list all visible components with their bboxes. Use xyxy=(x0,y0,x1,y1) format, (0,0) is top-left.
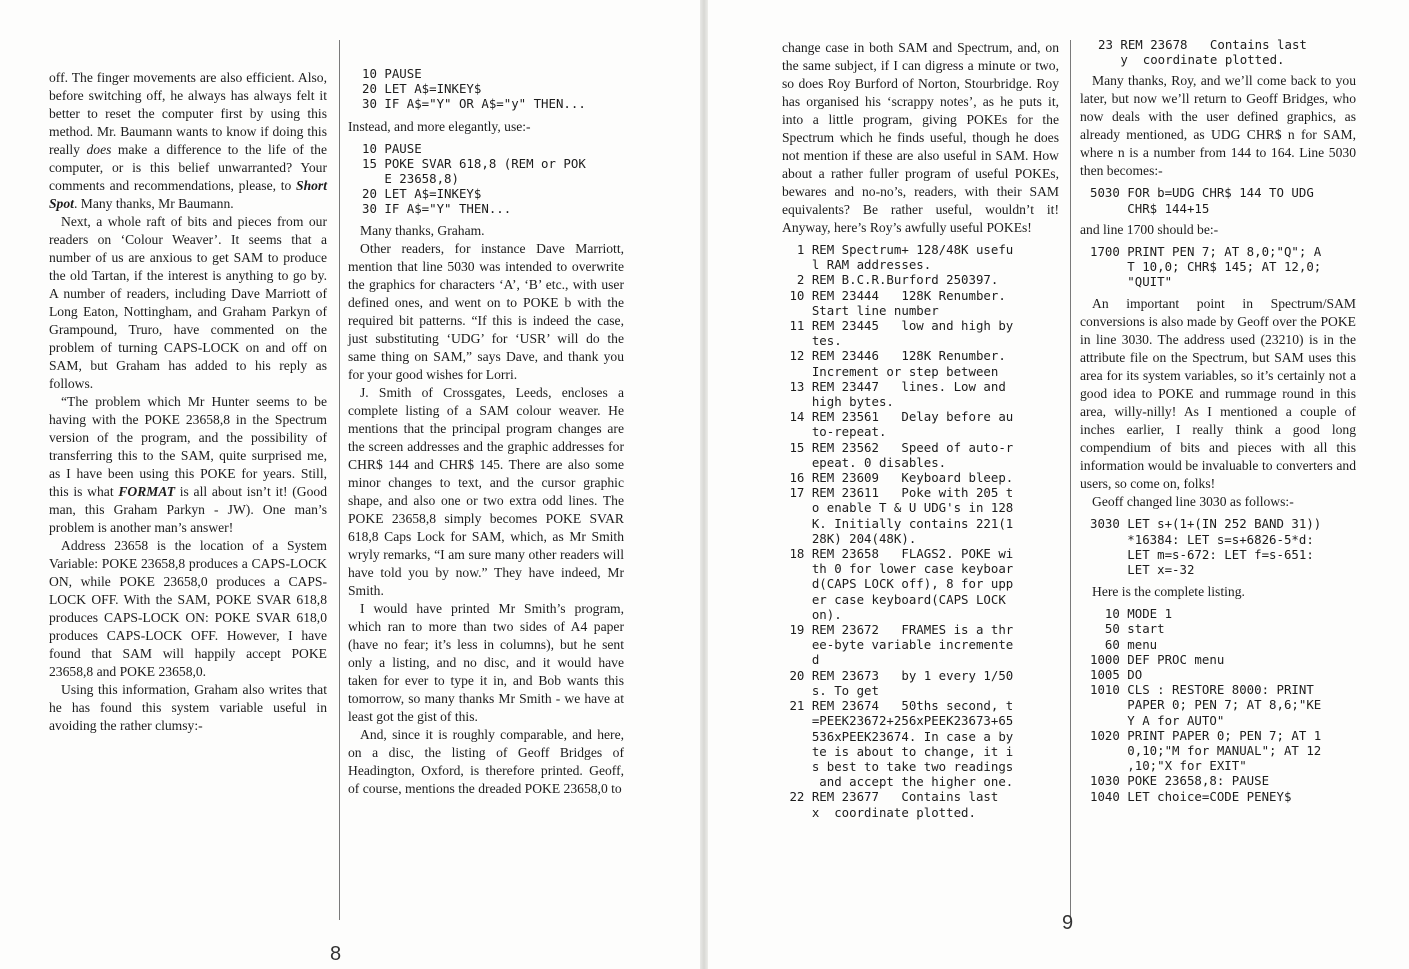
code-listing: 10 PAUSE 15 POKE SVAR 618,8 (REM or POK E 23658,8) 20 LET A$=INKEY$ 30 IF A$="Y" THEN... xyxy=(362,140,586,217)
left-column-1 xyxy=(49,69,327,735)
paragraph: I would have printed Mr Smith’s program, which ran to more than two sides of A4 paper (have no fear; it’s less in columns), but he sent only a listing, and no disc, and it would have taken for ever to type it in, and Bob wants this tomorrow, so many thanks Mr Smith - we have at least got the gist of this. xyxy=(348,600,624,724)
paragraph: Many thanks, Roy, and we’ll come back to you later, but now we’ll return to Geoff Bridges, who now deals with the user defined graphics, as already mentioned, as UDG CHR$ n for SAM, where n is a number from 144 to 164. Line 5030 then becomes:- xyxy=(1080,73,1356,179)
page-number: 8 xyxy=(330,943,342,965)
code-listing: 3030 LET s+(1+(IN 252 BAND 31)) *16384: LET s=s+6826-5*d: LET m=s-672: LET f=s-651: LET x=-32 xyxy=(1090,516,1322,578)
paragraph: Geoff changed line 3030 as follows:- xyxy=(1092,494,1294,510)
paragraph: and line 1700 should be:- xyxy=(1080,221,1219,237)
left-column-2 xyxy=(348,66,624,798)
right-column-2 xyxy=(1080,37,1356,804)
paragraph: change case in both SAM and Spectrum, and, on the same subject, if I can digress a minute or two, so does Roy Burford of Norton, Stourbridge. Roy has organised his ‘scrappy notes’, as he puts it, into a little program, giving POKEs for the Spectrum which he finds useful, though he does not mention if these are also useful in SAM. How about a rather fuller program of useful POKEs, bewares and no-no’s, readers, with their SAM equivalents? Be rather useful, wouldn’t it! Anyway, here’s Roy’s awfully useful POKEs! xyxy=(782,40,1059,235)
paragraph: Using this information, Graham also writes that he has found this system variable useful in avoiding the rather clumsy:- xyxy=(49,682,327,733)
paragraph: An important point in Spectrum/SAM conversions is also made by Geoff over the POKE in line 3030. The address used (23210) is in the attribute file on the Spectrum, but SAM uses this area for its system variables, so it’s certainly not a good idea to POKE and rummage round in this area, willy-nilly! As I mentioned a couple of inches earlier, I really think a good long compendium of bits and pieces with all this information would be invaluable to converters and users, so come on, folks! xyxy=(1080,296,1356,492)
code-listing: 1700 PRINT PEN 7; AT 8,0;"Q"; A T 10,0; CHR$ 145; AT 12,0; "QUIT" xyxy=(1090,243,1322,290)
paragraph: Other readers, for instance Dave Marriott, mention that line 5030 was intended to overwrite the graphics for characters ‘A’, ‘B’ etc., with user defined ones, and went on to POKE b with the required bit patterns. “If this is indeed the case, just substituting ‘UDG’ for ‘USR’ will do the same thing on SAM,” says Dave, and thank you for your good wishes for Lorri. xyxy=(348,240,624,382)
page-number: 9 xyxy=(1062,912,1074,934)
paragraph: Here is the complete listing. xyxy=(1092,584,1245,600)
paragraph: Next, a whole raft of bits and pieces from our readers on ‘Colour Weaver’. It seems that a number of us are anxious to get SAM to produce the old Tartan, if the interest is anything to go by. A number of readers, including Dave Marriott of Long Eaton, Nottingham, and Graham Parkyn of Grampound, Truro, have commented on the problem of turning CAPS-LOCK on and off on SAM, but Graham has added to his reply as follows. xyxy=(49,214,327,391)
right-page xyxy=(708,0,1409,969)
paragraph: Instead, and more elegantly, use:- xyxy=(348,118,531,134)
paragraph: “The problem which Mr Hunter seems to be having with the POKE 23658,8 in the Spectrum version of the program, and the possibility of transferring this to the SAM, quite surprised me, as I have been using this POKE for years. Still, this is what FORMAT is all about isn’t it! (Good man, this Graham Parkyn - JW). One man’s problem is another man’s answer! xyxy=(49,394,328,535)
code-listing: 10 PAUSE 20 LET A$=INKEY$ 30 IF A$="Y" OR A$="y" THEN... xyxy=(362,66,586,112)
code-listing: 5030 FOR b=UDG CHR$ 144 TO UDG CHR$ 144+15 xyxy=(1090,185,1314,216)
code-listing: 23 REM 23678 Contains last y coordinate plotted. xyxy=(1098,37,1307,68)
code-listing: 10 MODE 1 50 start 60 menu 1000 DEF PROC menu 1005 DO 1010 CLS : RESTORE 8000: PRINT PAPER 0; PEN 7; AT 8,6;"KE Y A for AUTO" 1020 PRINT PAPER 0; PEN 7; AT 1 0,10;"M for MANUAL"; AT 12 ,10;"X for EXIT" 1030 POKE 23658,8: PAUSE 1040 LET choice=CODE PENEY$ xyxy=(1090,606,1322,804)
spine-gutter xyxy=(700,0,708,969)
column-divider xyxy=(1070,40,1071,920)
paragraph: off. The finger movements are also efficient. Also, before switching off, he always has always felt it better to reset the computer first by using this method. Mr. Baumann wants to know if doing this really does make a difference to the life of the computer, or is this belief unwarranted? Your comments and recommendations, please, to Short Spot. Many thanks, Mr Baumann. xyxy=(49,70,328,211)
paragraph: And, since it is roughly comparable, and here, on a disc, the listing of Geoff Bridges of Headington, Oxford, is therefore printed. Geoff, of course, mentions the dreaded POKE 23658,0 to xyxy=(348,726,624,796)
code-listing: 1 REM Spectrum+ 128/48K usefu l RAM addresses. 2 REM B.C.R.Burford 250397. 10 REM 23444 128K Renumber. Start line number 11 REM 23445 low and high by tes. 12 REM 23446 128K Renumber. Increment or step between 13 REM 23447 lines. Low and high bytes. 14 REM 23561 Delay before au to-repeat. 15 REM 23562 Speed of auto-r epeat. 0 disables. 16 REM 23609 Keyboard bleep. 17 REM 23611 Poke with 205 t o enable T & U UDG's in 128 K. Initially contains 221(1 28K) 204(48K). 18 REM 23658 FLAGS2. POKE wi th 0 for lower case keyboar d(CAPS LOCK off), 8 for upp er case keyboard(CAPS LOCK on). 19 REM 23672 FRAMES is a thr ee-byte variable incremente d 20 REM 23673 by 1 every 1/50 s. To get 21 REM 23674 50ths second, t =PEEK23672+256xPEEK23673+65 536xPEEK23674. In case a by te is about to change, it i s best to take two readings and accept the higher one. 22 REM 23677 Contains last x coordinate plotted. xyxy=(789,242,1014,820)
paragraph: J. Smith of Crossgates, Leeds, encloses a complete listing of a SAM colour weaver. He mentions that the principal program changes are the screen addresses and the graphic addresses for CHR$ 144 and CHR$ 145. There are also some minor changes to text, and the cursor graphic shape, and also one or two extra odd lines. The POKE 23658,8 simply becomes POKE SVAR 618,8 Caps Lock for SAM, which, as Mr Smith wryly remarks, “I am sure many other readers will have told you by now.” They have indeed, Mr Smith. xyxy=(348,384,624,598)
paragraph: Many thanks, Graham. xyxy=(360,222,485,238)
left-page xyxy=(0,0,700,969)
column-divider xyxy=(339,40,340,920)
paragraph: Address 23658 is the location of a System Variable: POKE 23658,8 produces a CAPS-LOCK ON, while POKE 23658,0 produces a CAPS-LOCK OFF. With the SAM, POKE SVAR 618,8 produces CAPS-LOCK ON: POKE SVAR 618,0 produces CAPS-LOCK OFF. However, I have found that SAM will happily accept POKE 23658,8 and POKE 23658,0. xyxy=(49,538,327,679)
right-column-1 xyxy=(782,39,1059,820)
